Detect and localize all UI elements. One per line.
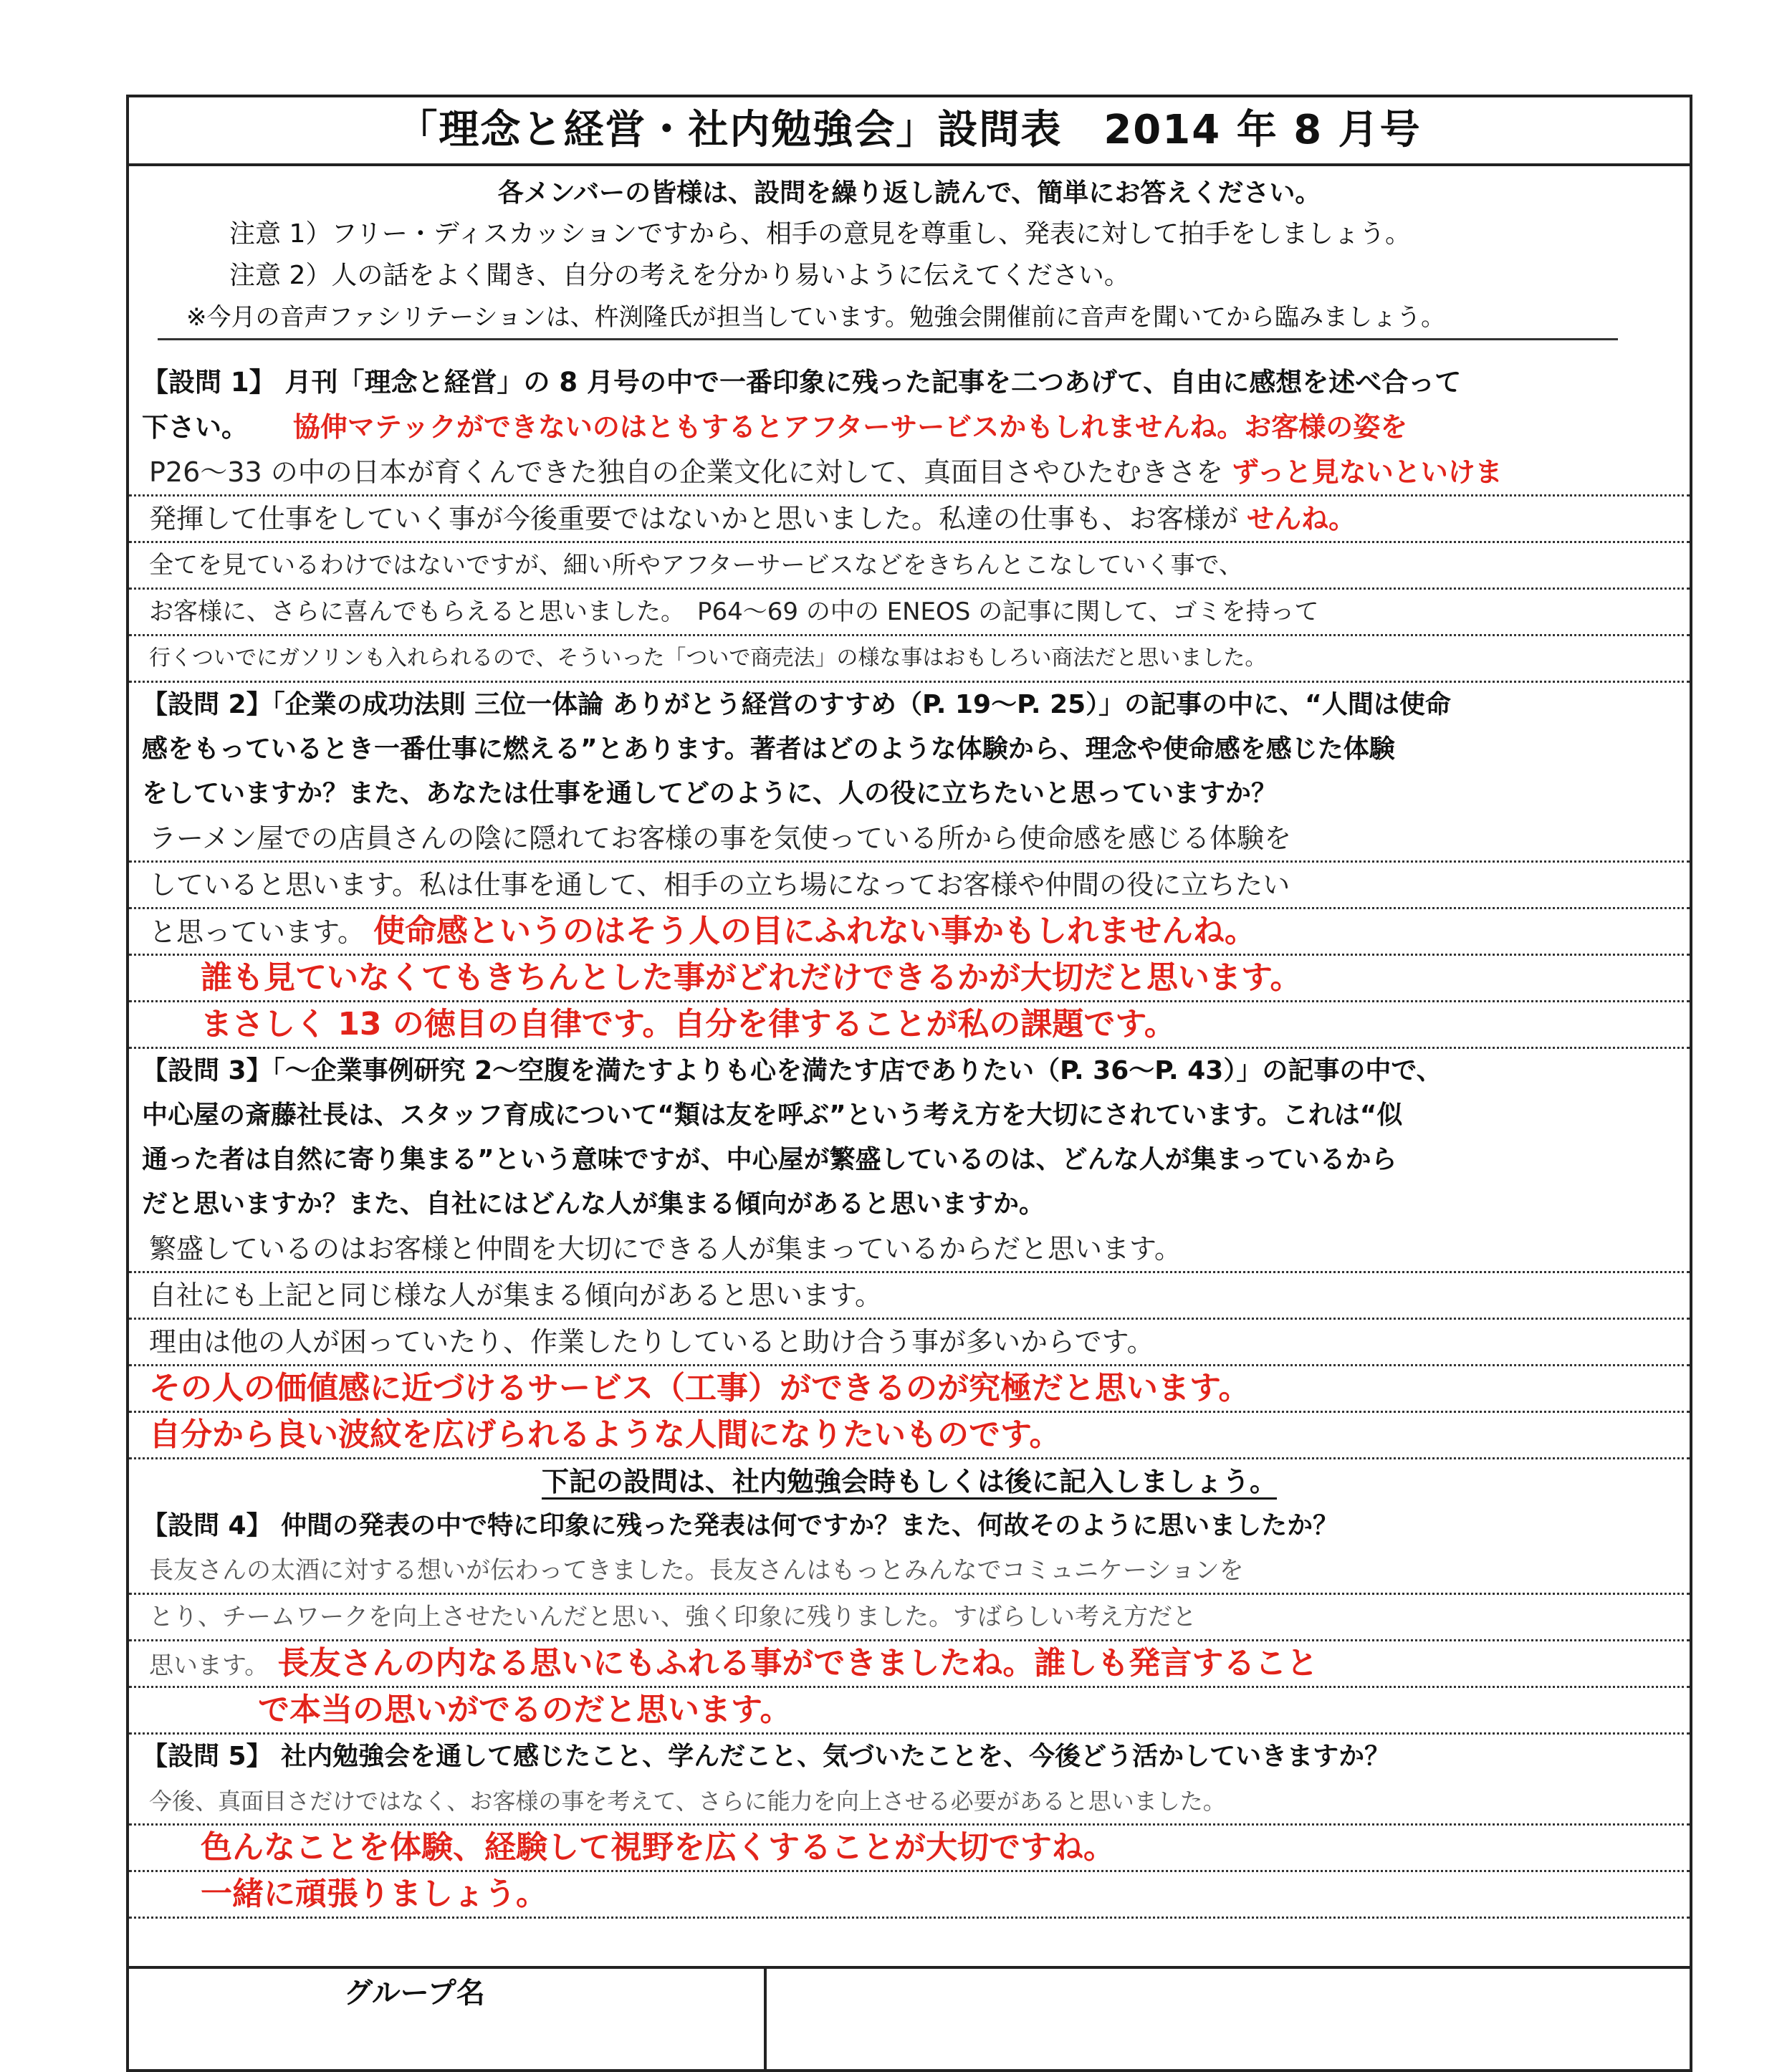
q5-red-comment-2: 一緒に頑張りましょう。 bbox=[129, 1872, 1690, 1919]
group-name-label: グループ名 bbox=[344, 1977, 485, 2010]
intro-note-1: 注意 1）フリー・ディスカッションですから、相手の意見を尊重し、発表に対して拍手をしましょう。 bbox=[229, 219, 1411, 249]
q3-answer-line-2: 自社にも上記と同じ様な人が集まる傾向があると思います。 bbox=[129, 1273, 1690, 1320]
question-1-text-line-1: 【設問 1】 月刊「理念と経営」の 8 月号の中で一番印象に残った記事を二つあげて、自由に感想を述べ合って bbox=[142, 367, 1462, 398]
q2-answer-line-2: していると思います。私は仕事を通して、相手の立ち場になってお客様や仲間の役に立ちたい bbox=[129, 863, 1690, 909]
question-2-text-line-1: 【設問 2】「企業の成功法則 三位一体論 ありがとう経営のすすめ（P. 19〜P. 25）」の記事の中に、“人間は使命 bbox=[142, 690, 1451, 719]
q3-answer-line-3: 理由は他の人が困っていたり、作業したりしていると助け合う事が多いからです。 bbox=[129, 1320, 1690, 1366]
question-5-text: 【設問 5】 社内勉強会を通して感じたこと、学んだこと、気づいたことを、今後どう活かしていきますか？ bbox=[142, 1742, 1391, 1771]
q2-answer-line-3 bbox=[129, 909, 1690, 956]
question-3-text-line-3: 通った者は自然に寄り集まる”という意味ですが、中心屋が繁盛しているのは、どんな人が集まっているから bbox=[142, 1145, 1397, 1174]
q1-red-comment-2: ずっと見ないといけま bbox=[1232, 456, 1503, 488]
intro-note-2: 注意 2）人の話をよく聞き、自分の考えを分かり易いように伝えてください。 bbox=[229, 261, 1130, 290]
q4-red-comment-1: 長友さんの内なる思いにもふれる事ができましたね。誰しも発言すること bbox=[277, 1645, 1318, 1682]
intro-block bbox=[129, 166, 1690, 340]
q4-answer-line-3 bbox=[129, 1641, 1690, 1688]
question-3-text-line-1: 【設問 3】「〜企業事例研究 2〜空腹を満たすよりも心を満たす店でありたい（P. 36〜P. 43）」の記事の中で、 bbox=[142, 1056, 1442, 1085]
question-1-text-line-2-label: 下さい。 bbox=[142, 412, 248, 443]
section-note-text: 下記の設問は、社内勉強会時もしくは後に記入しましょう。 bbox=[542, 1466, 1277, 1500]
question-3-section bbox=[129, 1049, 1690, 1459]
q1-red-comment-1: 協伸マテックができないのはともするとアフターサービスかもしれませんね。お客様の姿を bbox=[292, 411, 1408, 443]
intro-lead: 各メンバーの皆様は、設問を繰り返し読んで、簡単にお答えください。 bbox=[497, 178, 1321, 208]
section-note bbox=[129, 1459, 1690, 1504]
q1-answer-line-4: お客様に、さらに喜んでもらえると思いました。 P64〜69 の中の ENEOS の記事に関して、ゴミを持って bbox=[129, 590, 1690, 636]
q4-answer-line-1: 長友さんの太酒に対する想いが伝わってきました。長友さんはもっとみんなでコミュニケーションを bbox=[129, 1548, 1690, 1595]
q5-red-comment-1: 色んなことを体験、経験して視野を広くすることが大切ですね。 bbox=[129, 1826, 1690, 1872]
question-1-section bbox=[129, 360, 1690, 683]
q4-answer-line-2: とり、チームワークを向上させたいんだと思い、強く印象に残りました。すばらしい考え方だと bbox=[129, 1595, 1690, 1641]
q1-answer-line-3: 全てを見ているわけではないですが、細い所やアフターサービスなどをきちんとこなしていく事で、 bbox=[129, 543, 1690, 590]
q4-answer-3: 思います。 bbox=[149, 1651, 269, 1680]
question-2-text-line-2: 感をもっているとき一番仕事に燃える”とあります。著者はどのような体験から、理念や使命感を感じた体験 bbox=[142, 734, 1395, 764]
q2-red-comment-1: 使命感というのはそう人の目にふれない事かもしれませんね。 bbox=[373, 913, 1257, 949]
question-5-section bbox=[129, 1735, 1690, 1919]
q2-red-comment-3: まさしく 13 の徳目の自律です。自分を律することが私の課題です。 bbox=[129, 1002, 1690, 1049]
intro-facilitator: ※今月の音声ファシリテーションは、杵渕隆氏が担当しています。勉強会開催前に音声を聞いてから臨みましょう。 bbox=[158, 297, 1618, 340]
q2-answer-3: と思っています。 bbox=[149, 916, 365, 948]
question-2-section bbox=[129, 683, 1690, 1049]
footer-divider bbox=[764, 1969, 767, 2069]
q3-red-comment-2: 自分から良い波紋を広げられるような人間になりたいものです。 bbox=[129, 1413, 1690, 1459]
q3-red-comment-1: その人の価値感に近づけるサービス（工事）ができるのが究極だと思います。 bbox=[129, 1366, 1690, 1413]
q2-answer-line-1: ラーメン屋での店員さんの陰に隠れてお客様の事を気使っている所から使命感を感じる体験を bbox=[129, 816, 1690, 863]
question-sheet bbox=[126, 95, 1692, 2072]
q1-answer-2: 発揮して仕事をしていく事が今後重要ではないかと思いました。私達の仕事も、お客様が bbox=[149, 503, 1239, 534]
question-4-section bbox=[129, 1504, 1690, 1735]
question-1-text-line-2 bbox=[129, 405, 1690, 450]
question-3-text-line-2: 中心屋の斎藤社長は、スタッフ育成について“類は友を呼ぶ”という考え方を大切にされています。これは“似 bbox=[142, 1100, 1403, 1130]
q1-answer-line-5: 行くついでにガソリンも入れられるので、そういった「ついで商売法」の様な事はおもしろい商法だと思いました。 bbox=[129, 636, 1690, 683]
q1-answer-line-2 bbox=[129, 497, 1690, 543]
q5-answer-line-1: 今後、真面目さだけではなく、お客様の事を考えて、さらに能力を向上させる必要があると思いました。 bbox=[129, 1779, 1690, 1826]
question-4-text: 【設問 4】 仲間の発表の中で特に印象に残った発表は何ですか？また、何故そのように思いましたか？ bbox=[142, 1511, 1339, 1540]
q2-red-comment-2: 誰も見ていなくてもきちんとした事がどれだけできるかが大切だと思います。 bbox=[129, 956, 1690, 1002]
sheet-footer bbox=[129, 1966, 1690, 2069]
sheet-title: 「理念と経営・社内勉強会」設問表 2014 年 8 月号 bbox=[129, 97, 1690, 166]
question-2-text-line-3: をしていますか？また、あなたは仕事を通してどのように、人の役に立ちたいと思っていますか？ bbox=[142, 779, 1278, 808]
question-3-text-line-4: だと思いますか？また、自社にはどんな人が集まる傾向があると思いますか。 bbox=[142, 1189, 1045, 1219]
q1-answer-line-1 bbox=[129, 450, 1690, 497]
q1-red-comment-3: せんね。 bbox=[1247, 503, 1356, 534]
q1-answer-1: P26〜33 の中の日本が育くんできた独自の企業文化に対して、真面目さやひたむきさを bbox=[149, 456, 1223, 488]
q3-answer-line-1: 繁盛しているのはお客様と仲間を大切にできる人が集まっているからだと思います。 bbox=[129, 1227, 1690, 1273]
q4-red-comment-2: で本当の思いがでるのだと思います。 bbox=[129, 1688, 1690, 1735]
